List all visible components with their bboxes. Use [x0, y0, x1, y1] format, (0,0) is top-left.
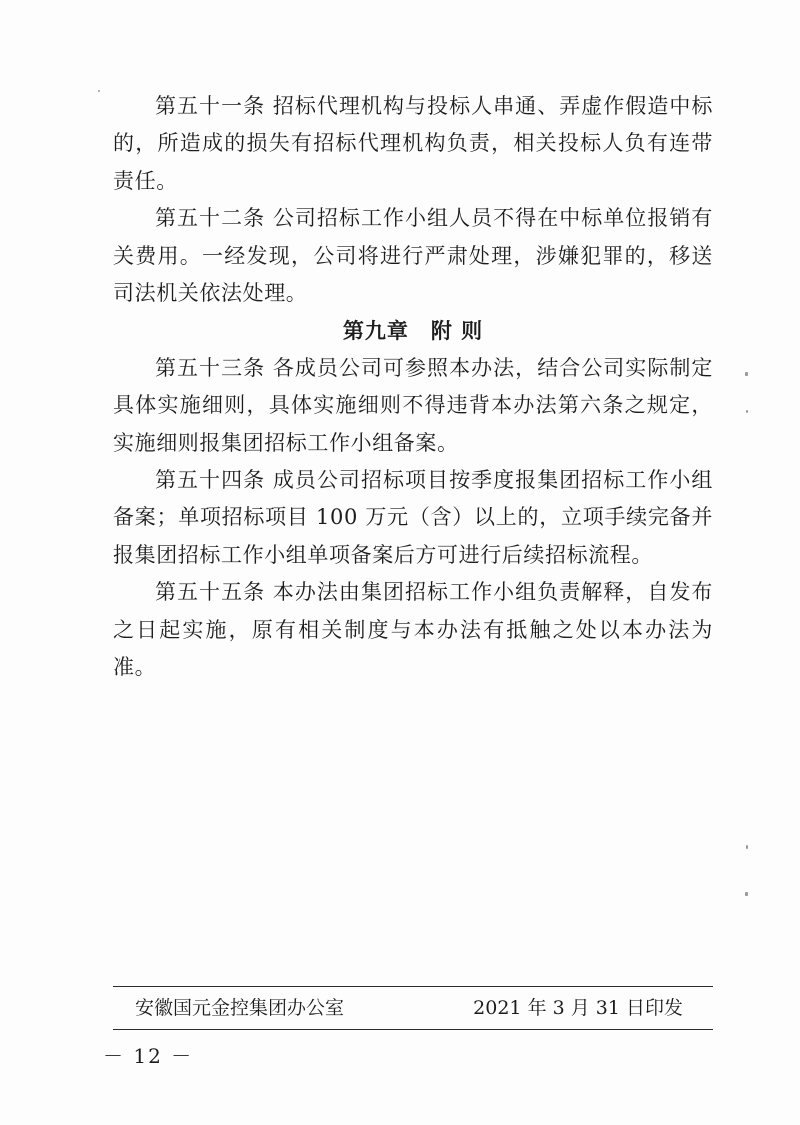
footer-bottom-rule	[113, 1029, 713, 1030]
article-55: 第五十五条 本办法由集团招标工作小组负责解释，自发布之日起实施，原有相关制度与本办法有抵触之处以本办法为准。	[113, 580, 713, 680]
scan-speck	[746, 410, 748, 413]
chapter-title: 第九章 附 则	[342, 318, 484, 344]
scan-speck	[745, 372, 748, 376]
article-53: 第五十三条 各成员公司可参照本办法，结合公司实际制定具体实施细则，具体实施细则不得违背本办法第六条之规定，实施细则报集团招标工作小组备案。	[113, 355, 713, 455]
page-number: － 12 －	[103, 1044, 194, 1068]
scan-speck	[745, 892, 748, 896]
scan-speck	[98, 90, 100, 92]
article-52: 第五十二条 公司招标工作小组人员不得在中标单位报销有关费用。一经发现，公司将进行严肃处理，涉嫌犯罪的，移送司法机关依法处理。	[113, 206, 713, 306]
article-51: 第五十一条 招标代理机构与投标人串通、弄虚作假造中标的，所造成的损失有招标代理机构负责，相关投标人负有连带责任。	[113, 94, 713, 193]
article-54: 第五十四条 成员公司招标项目按季度报集团招标工作小组备案；单项招标项目 100 万元（含）以上的，立项手续完备并报集团招标工作小组单项备案后方可进行后续招标流程。	[113, 468, 713, 567]
issuer-name: 安徽国元金控集团办公室	[135, 997, 345, 1019]
document-body	[113, 88, 713, 687]
issue-date: 2021 年 3 月 31 日印发	[473, 997, 683, 1019]
scan-speck	[746, 845, 748, 849]
issuance-footer	[113, 988, 713, 1028]
footer-top-rule	[113, 986, 713, 987]
